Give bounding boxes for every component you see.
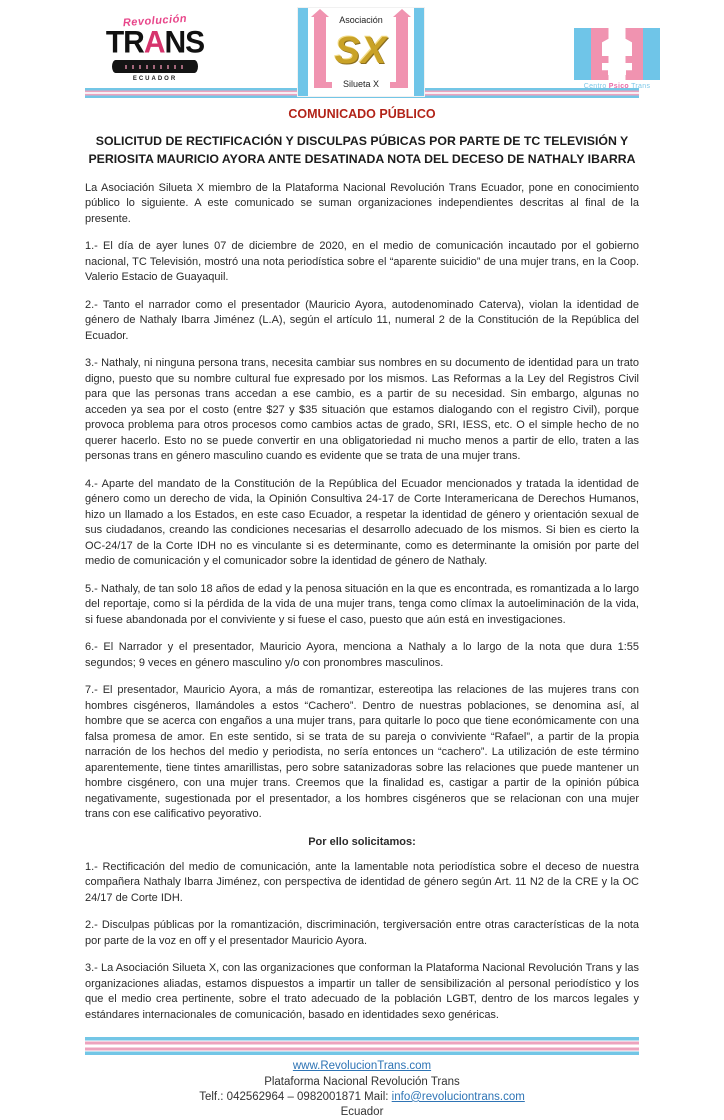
- paragraph-2: 2.- Tanto el narrador como el presentador (Mauricio Ayora, autodenominado Caterva), violan la identidad de género de Nathaly Ibarra Jiménez (L.A), según el artículo 11, numeral 2 de la Constitución de la República del Ecuador.: [85, 298, 639, 342]
- header: [0, 0, 724, 88]
- revolucion-trans-logo: [100, 12, 210, 82]
- footer: [0, 1059, 724, 1120]
- sx-top-label: Asociación: [339, 15, 383, 25]
- document-body: [0, 107, 724, 1023]
- footer-country: Ecuador: [340, 1105, 384, 1118]
- paragraph-4: 4.- Aparte del mandato de la Constitución de la República del Ecuador mencionados y tratada la identidad de género como un derecho de vida, la Opinión Consultiva 24-17 de Corte Interamericana de Derechos Humanos, hizo un llamado a los Estados, en este caso Ecuador, a respetar la identidad de género y orientación sexual de sus ciudadanos, creando las condiciones necesarias el desarrollo adecuado de los mismos. Si bien es cierto la OC-24/17 de la Corte IDH no es vinculante si es determinante, como es determinante la omisión por parte del medio de comunicación y el comunicador sobre la identidad de género de Nathaly.: [85, 477, 639, 568]
- sx-bottom-label: Silueta X: [342, 79, 380, 89]
- footer-website-line: [0, 1059, 724, 1074]
- footer-phone: Telf.: 042562964 – 0982001871 Mail:: [199, 1090, 392, 1103]
- trans-wordmark: [100, 27, 210, 59]
- request-1: 1.- Rectificación del medio de comunicación, ante la lamentable nota periodística sobre el deceso de nuestra compañera Nathaly Ibarra Jiménez, con perspectiva de identidad de género según Art. 11 N2 de la CRE y la OC 24/17 de Corte IDH.: [85, 860, 639, 904]
- paragraph-6: 6.- El Narrador y el presentador, Mauricio Ayora, menciona a Nathaly a lo largo de la nota que dura 1:55 segundos; 9 veces en género masculino y/o con pronombres masculinos.: [85, 641, 639, 669]
- trans-wordmark-pre: TR: [105, 25, 144, 60]
- document-title: SOLICITUD DE RECTIFICACIÓN Y DISCULPAS PÚBICAS POR PARTE DE TC TELEVISIÓN Y PERIOSITA MAURICIO AYORA ANTE DESATINADA NOTA DEL DECESO DE NATHALY IBARRA: [88, 134, 636, 167]
- intro-paragraph: La Asociación Silueta X miembro de la Plataforma Nacional Revolución Trans Ecuador, pone en conocimiento público lo siguiente. A este comunicado se suman organizaciones independientes descritas al final de la presente.: [85, 181, 639, 225]
- house-shape-icon: [602, 34, 632, 56]
- trans-wordmark-post: NS: [164, 25, 205, 60]
- cpt-word-centro: Centro: [583, 83, 607, 90]
- cpt-word-psico: Psico: [608, 83, 629, 90]
- email-link[interactable]: info@revoluciontrans.com: [391, 1090, 525, 1103]
- website-link[interactable]: www.RevolucionTrans.com: [292, 1060, 432, 1073]
- trans-flag-divider-bottom: [85, 1037, 639, 1055]
- paragraph-7: 7.- El presentador, Mauricio Ayora, a más de romantizar, estereotipa las relaciones de las mujeres trans con hombres cisgéneros, llamándoles a estos “Cachero”. Dentro de nuestras poblaciones, se denomina así, al hombre que se acerca con engaños a una mujer trans, para quitarle lo poco que tiene económicamente con una falsa promesa de amor. En este sentido, si se trata de su pareja o conviviente “Rafael”, a partir de la propia narración de los hechos del medio y periodista, no sería entonces un “cachero”. La utilización de este término aparentemente, tiene tintes amarillistas, pero sobre satanizadoras sobre las relaciones que puede mantener un hombre cisgénero, con una mujer trans. Creemos que la finalidad es, castigar a partir de la opinión púbica negativamente, sugestionada por el presentador, a los hombres cisgéneros que se relacionan con una mujer trans con ese calificativo peyorativo.: [85, 684, 639, 821]
- cpt-word-trans: Trans: [631, 83, 651, 90]
- request-3: 3.- La Asociación Silueta X, con las organizaciones que conforman la Plataforma Nacional Revolución Trans y las organizaciones aliadas, estamos dispuestos a impartir un taller de sensibilización al personal periodístico y los que el medio crea pertinente, sobre el trato adecuado de la población LGBT, dentro de los marcos legales y estándares internacionales de comunicación, basado en identidades sexo genéricas.: [85, 962, 639, 1021]
- footer-contact-line: [0, 1090, 724, 1105]
- communique-kicker: COMUNICADO PÚBLICO: [288, 107, 436, 121]
- centro-psico-trans-logo: [574, 28, 660, 90]
- requests-heading: Por ello solicitamos:: [308, 835, 416, 848]
- centro-psico-trans-flag-box: [574, 28, 660, 80]
- request-2: 2.- Disculpas públicas por la romantización, discriminación, tergiversación entre otras características de la nota por parte de la voz en off y el presentador Mauricio Ayora.: [85, 919, 639, 947]
- trans-logo-country: ECUADOR: [132, 76, 178, 82]
- trans-logo-ribbon: [112, 60, 198, 73]
- silueta-x-logo: [298, 8, 424, 96]
- paragraph-5: 5.- Nathaly, de tan solo 18 años de edad y la penosa situación en la que es encontrada, es romantizada a lo largo del reportaje, como si la pérdida de la vida de una mujer trans, tenga como clímax la autoeliminación de la vida, si fuese abandonada por el conviviente y si fuese el caso, puesto que aún está en investigaciones.: [85, 582, 639, 626]
- figure-shape-icon: [602, 63, 632, 75]
- paragraph-3: 3.- Nathaly, ni ninguna persona trans, necesita cambiar sus nombres en su documento de identidad para un trato digno, puesto que su nombre cultural fue expresado por los mismos. Las Reformas a la Ley del Registros Civil para que las personas trans accedan a ese cambio, es a partir de su necesidad. Sin embargo, algunas no acceden ya sea por el costo (entre $27 y $35 situación que estamos dialogando con el registro Civil), porque provoca problema para otros procesos como cambios actas de grado, SRI, IESS, etc. O el simple hecho de no querer hacerlo. Esto no se puede convertir en una obligatoriedad ni mucho menos a partir de ello, traten a las personas trans en género masculino cuando es evidente que se trata de una mujer trans.: [85, 357, 639, 463]
- revolucion-script-text: Revolución: [122, 12, 188, 30]
- sx-gold-letters: SX: [334, 30, 388, 72]
- trans-wordmark-a: A: [143, 25, 165, 60]
- footer-organization: Plataforma Nacional Revolución Trans: [264, 1075, 460, 1088]
- centro-psico-trans-caption: [574, 83, 660, 90]
- paragraph-1: 1.- El día de ayer lunes 07 de diciembre de 2020, en el medio de comunicación incautado por el gobierno nacional, TC Televisión, mostró una nota periodística sobre el “aparente suicidio” de una mujer trans, en la Coop. Valerio Estacio de Guayaquil.: [85, 240, 639, 284]
